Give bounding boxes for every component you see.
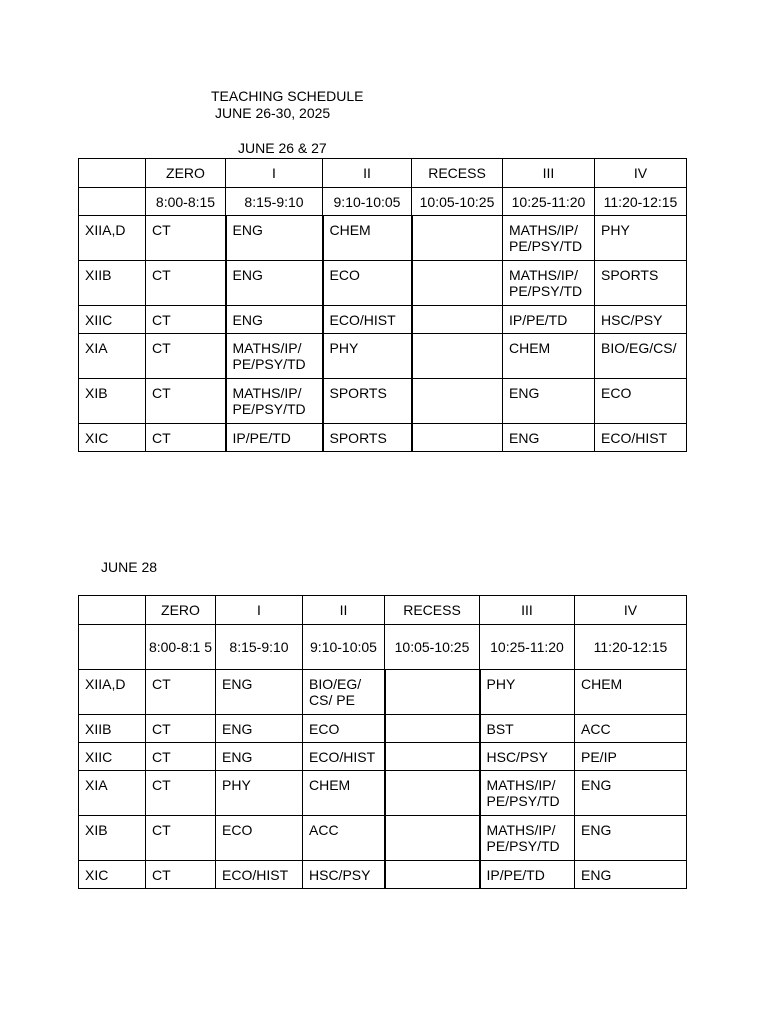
table-row <box>79 379 687 424</box>
schedule-table-1 <box>78 158 687 452</box>
table-cell: ACC <box>303 816 385 861</box>
table-row <box>79 216 687 261</box>
table-cell: RECESS <box>385 596 480 625</box>
period-header-row <box>79 596 687 625</box>
time-header-row <box>79 188 687 216</box>
table-cell: ENG <box>226 216 323 261</box>
table-cell <box>385 743 480 771</box>
table-cell: ZERO <box>146 596 216 625</box>
table-cell: PHY <box>323 334 412 379</box>
table-cell: XIIB <box>79 715 146 743</box>
table-cell <box>412 334 503 379</box>
table-row <box>79 743 687 771</box>
table-cell: ENG <box>226 261 323 306</box>
table-cell: ECO <box>595 379 687 424</box>
table-cell: IP/PE/TD <box>226 424 323 452</box>
table-cell: 8:00-8:1 5 <box>146 625 216 670</box>
table-cell: III <box>503 159 595 188</box>
table-cell: SPORTS <box>595 261 687 306</box>
schedule-label-1: JUNE 26 & 27 <box>238 140 327 156</box>
table-cell: XIC <box>79 861 146 889</box>
table-cell: MATHS/IP/ PE/PSY/TD <box>503 261 595 306</box>
table-cell: MATHS/IP/ PE/PSY/TD <box>480 771 575 816</box>
table-cell: 10:05-10:25 <box>412 188 503 216</box>
table-row <box>79 771 687 816</box>
table-cell <box>412 424 503 452</box>
table-cell: ZERO <box>146 159 226 188</box>
table-cell: XIC <box>79 424 146 452</box>
table-cell: ECO/HIST <box>323 306 412 334</box>
table-cell <box>412 306 503 334</box>
table-cell: HSC/PSY <box>595 306 687 334</box>
table-cell: 8:00-8:15 <box>146 188 226 216</box>
table-cell: 9:10-10:05 <box>323 188 412 216</box>
table-cell: ECO <box>303 715 385 743</box>
table-row <box>79 715 687 743</box>
table-cell <box>385 670 480 715</box>
table-cell: III <box>480 596 575 625</box>
table-cell: XIIA,D <box>79 216 146 261</box>
table-cell: 8:15-9:10 <box>226 188 323 216</box>
table-cell: BIO/EG/CS/ <box>595 334 687 379</box>
table-cell: XIA <box>79 771 146 816</box>
document-dates: JUNE 26-30, 2025 <box>215 105 331 121</box>
table-row <box>79 334 687 379</box>
table-cell: BIO/EG/ CS/ PE <box>303 670 385 715</box>
table-cell <box>79 625 146 670</box>
table-cell: 8:15-9:10 <box>216 625 303 670</box>
table-cell: II <box>323 159 412 188</box>
table-cell <box>79 188 146 216</box>
table-cell <box>412 261 503 306</box>
table-cell: CHEM <box>303 771 385 816</box>
schedule-table-2 <box>78 595 687 889</box>
table-cell: MATHS/IP/ PE/PSY/TD <box>503 216 595 261</box>
table-cell: ENG <box>216 743 303 771</box>
table-cell: ECO <box>216 816 303 861</box>
table-cell: 10:25-11:20 <box>480 625 575 670</box>
table-cell: CHEM <box>503 334 595 379</box>
table-cell: XIB <box>79 379 146 424</box>
table-cell: XIB <box>79 816 146 861</box>
table-cell <box>79 596 146 625</box>
table-cell: CHEM <box>575 670 687 715</box>
table-cell: ENG <box>503 379 595 424</box>
table-cell: 10:25-11:20 <box>503 188 595 216</box>
table-cell: II <box>303 596 385 625</box>
table-cell: CT <box>146 771 216 816</box>
table-cell: XIIB <box>79 261 146 306</box>
table-cell: CT <box>146 379 226 424</box>
table-cell: PHY <box>216 771 303 816</box>
table-cell: CT <box>146 261 226 306</box>
table-cell: CT <box>146 670 216 715</box>
table-cell <box>412 216 503 261</box>
table-cell: CHEM <box>323 216 412 261</box>
table-cell: IP/PE/TD <box>480 861 575 889</box>
table-cell: HSC/PSY <box>480 743 575 771</box>
table-cell: CT <box>146 743 216 771</box>
table-cell: MATHS/IP/ PE/PSY/TD <box>226 334 323 379</box>
table-cell: MATHS/IP/ PE/PSY/TD <box>480 816 575 861</box>
table-cell: MATHS/IP/ PE/PSY/TD <box>226 379 323 424</box>
table-row <box>79 306 687 334</box>
table-cell: ENG <box>503 424 595 452</box>
table-cell: CT <box>146 306 226 334</box>
table-cell: ENG <box>216 670 303 715</box>
table-cell: SPORTS <box>323 424 412 452</box>
table-cell: I <box>216 596 303 625</box>
table-cell: CT <box>146 715 216 743</box>
table-cell <box>79 159 146 188</box>
schedule-label-2: JUNE 28 <box>101 559 158 575</box>
table-cell <box>385 816 480 861</box>
table-cell: HSC/PSY <box>303 861 385 889</box>
table-cell: CT <box>146 424 226 452</box>
table-cell: PHY <box>595 216 687 261</box>
table-cell: ECO/HIST <box>303 743 385 771</box>
table-cell: BST <box>480 715 575 743</box>
table-cell: PE/IP <box>575 743 687 771</box>
table-cell <box>385 861 480 889</box>
document-title: TEACHING SCHEDULE <box>211 88 364 104</box>
table-cell: 11:20-12:15 <box>595 188 687 216</box>
table-cell: XIIA,D <box>79 670 146 715</box>
table-cell: I <box>226 159 323 188</box>
table-cell <box>412 379 503 424</box>
table-cell: IP/PE/TD <box>503 306 595 334</box>
table-cell: RECESS <box>412 159 503 188</box>
time-header-row <box>79 625 687 670</box>
table-cell: ACC <box>575 715 687 743</box>
table-cell: ENG <box>216 715 303 743</box>
table-cell: IV <box>575 596 687 625</box>
table-cell: XIA <box>79 334 146 379</box>
table-cell: CT <box>146 216 226 261</box>
table-row <box>79 261 687 306</box>
table-cell: IV <box>595 159 687 188</box>
table-cell: XIIC <box>79 306 146 334</box>
table-cell: CT <box>146 861 216 889</box>
table-cell <box>385 771 480 816</box>
table-cell <box>385 715 480 743</box>
table-cell: SPORTS <box>323 379 412 424</box>
table-cell: CT <box>146 334 226 379</box>
table-cell: 10:05-10:25 <box>385 625 480 670</box>
table-row <box>79 424 687 452</box>
table-cell: ECO/HIST <box>216 861 303 889</box>
period-header-row <box>79 159 687 188</box>
table-cell: XIIC <box>79 743 146 771</box>
table-row <box>79 861 687 889</box>
table-row <box>79 816 687 861</box>
table-cell: ECO <box>323 261 412 306</box>
table-cell: ENG <box>575 861 687 889</box>
table-cell: ENG <box>575 816 687 861</box>
table-cell: ECO/HIST <box>595 424 687 452</box>
table-cell: ENG <box>575 771 687 816</box>
table-cell: CT <box>146 816 216 861</box>
table-cell: 9:10-10:05 <box>303 625 385 670</box>
table-cell: ENG <box>226 306 323 334</box>
table-row <box>79 670 687 715</box>
table-cell: PHY <box>480 670 575 715</box>
table-cell: 11:20-12:15 <box>575 625 687 670</box>
